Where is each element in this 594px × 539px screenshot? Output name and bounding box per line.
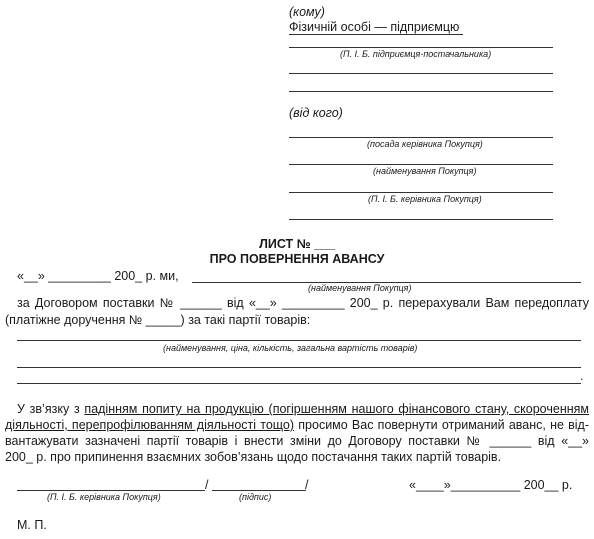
reason-line-3: вантажувати зазначені партії товарів і внести зміни до Договору поставки № ______ від «__» [5,434,589,448]
reason-line-2 [5,418,589,433]
reason-line-1 [17,402,589,417]
buyer-name-caption: (найменування Покупця) [308,283,412,293]
buyer-extra-line [289,219,553,220]
letter-title: ЛИСТ № ___ [259,237,335,251]
goods-line-1 [17,340,581,341]
recipient-extra-line-1 [289,73,553,74]
goods-caption: (найменування, ціна, кількість, загальна вартість товарів) [163,343,418,353]
signer-name-line [17,490,205,491]
recipient-underline [289,34,463,35]
recipient-text: Фізичній особі — підприємцю [289,20,460,34]
date-intro-text: «__» _________ 200_ р. ми, [17,269,179,283]
recipient-extra-line-2 [289,91,553,92]
goods-line-2 [17,367,581,368]
letter-subtitle: ПРО ПОВЕРНЕННЯ АВАНСУ [209,252,385,266]
recipient-name-caption: (П. І. Б. підприємця-постачальника) [340,49,492,59]
reason-underlined-2: діяльності, перепрофілюванням діяльності тощо) [5,418,295,432]
buyer-head-caption: (П. І. Б. керівника Покупця) [368,194,482,204]
signature-slash-2: / [305,478,309,492]
stamp-place: М. П. [17,518,47,532]
to-label: (кому) [289,5,325,19]
goods-end-period: . [580,369,584,383]
contract-text: за Договором поставки № ______ від «__» _________ 200_ р. перерахували Вам передоплату [17,296,589,310]
reason-underlined-1: падінням попиту на продукцію (погіршенням нашого фінансового стану, скороченням [84,402,589,416]
buyer-head-line [289,192,553,193]
buyer-position-caption: (посада керівника Покупця) [367,139,483,149]
recipient-name-line [289,47,553,48]
buyer-position-line [289,137,553,138]
reason-request: просимо Вас повернути отриманий аванс, не від- [294,418,590,432]
signature-date: «____»__________ 200__ р. [409,478,573,492]
payment-order-text: (платіжне доручення № _____) за такі партії товарів: [5,313,311,327]
buyer-org-line [289,164,553,165]
goods-line-3 [17,383,581,384]
buyer-org-caption: (найменування Покупця) [373,166,477,176]
signer-name-caption: (П. І. Б. керівника Покупця) [47,492,161,502]
signature-slash-1: / [205,478,209,492]
from-label: (від кого) [289,106,343,120]
reason-line-4: 200_ р. про припинення взаємних зобов’язань щодо постачання таких партій товарів. [5,450,502,464]
signature-line [212,490,306,491]
reason-prefix: У зв’язку з [17,402,85,416]
signature-caption: (підпис) [239,492,272,502]
